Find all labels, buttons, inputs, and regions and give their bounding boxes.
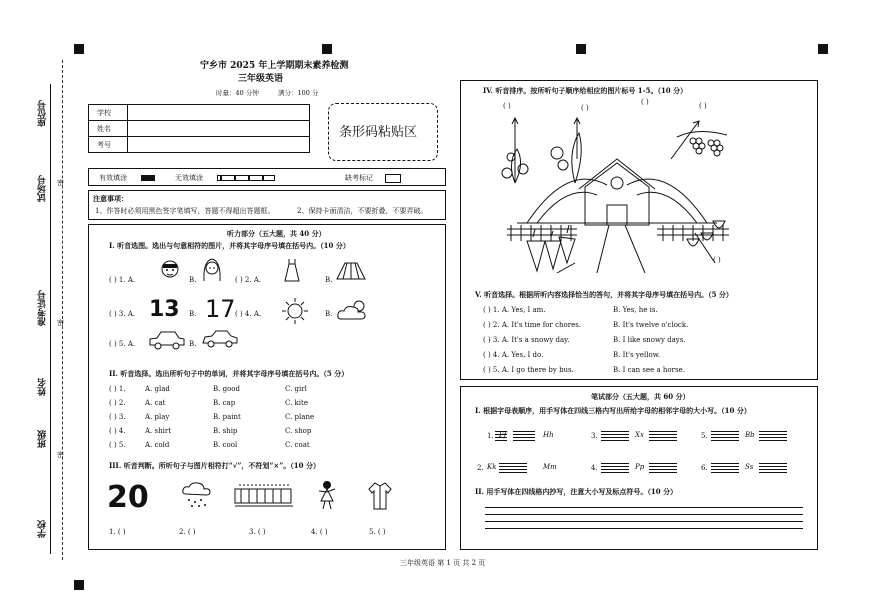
- boy-face-icon: [159, 257, 181, 281]
- id-field[interactable]: [128, 137, 310, 153]
- s4-blank-3[interactable]: ( ): [641, 98, 649, 106]
- s2-q2: ( ) 2.: [109, 399, 126, 407]
- s5-row-2-a: ( ) 2. A. It's time for chores.: [483, 321, 582, 329]
- time-label: 时量：40 分钟: [216, 89, 259, 97]
- s4-blank-2[interactable]: ( ): [581, 104, 589, 112]
- info-label-school: 学校: [89, 105, 128, 121]
- exam-title: 宁乡市 2025 年上学期期末素养检测: [200, 61, 349, 71]
- s2-q1: ( ) 1.: [109, 385, 126, 393]
- valid-fill-sample: [141, 175, 155, 181]
- w1-no-6: 6.: [701, 464, 708, 472]
- registration-mark: [74, 580, 84, 590]
- w1-no-3: 3.: [591, 432, 598, 440]
- sidebar-write-line: [50, 84, 51, 554]
- s5-row-3-b: B. I like snowy days.: [613, 336, 686, 344]
- notes-item-2: 2、保持卡面清洁，不要折叠，不要弄破。: [297, 207, 428, 215]
- number-17: 17: [205, 295, 236, 323]
- girl-face-icon: [201, 255, 223, 283]
- absent-mark-label: 缺考标记: [345, 174, 373, 182]
- q1-number: ( ) 1. A.: [109, 276, 136, 284]
- invalid-fill-samples: [217, 175, 275, 181]
- cloud-sun-icon: [335, 297, 373, 323]
- w1-given-5: Bb: [745, 431, 755, 439]
- q4-number: ( ) 4. A.: [235, 310, 262, 318]
- w1-blank-2a[interactable]: [499, 461, 527, 473]
- score-label: 满分：100 分: [278, 89, 319, 97]
- name-field[interactable]: [128, 121, 310, 137]
- s5-row-2-b: B. It's twelve o'clock.: [613, 321, 689, 329]
- s2-q5: ( ) 5.: [109, 441, 126, 449]
- farm-scene-picture: [497, 113, 737, 273]
- registration-mark: [74, 44, 84, 54]
- seat-label: 座位号: [38, 100, 48, 127]
- exam-room-label: 试场号: [38, 175, 48, 202]
- ticket-label: 准考证号: [38, 290, 48, 326]
- q3-option-b: B.: [189, 310, 197, 318]
- number-13: 13: [149, 297, 180, 322]
- w1-blank-3a[interactable]: [601, 429, 629, 441]
- listening-heading: 听力部分（五大题，共 40 分）: [227, 229, 326, 238]
- taxi-car-icon: [147, 329, 187, 351]
- page-footer: 三年级英语 第 1 页 共 2 页: [400, 559, 486, 567]
- section-1-title: I. 听音选图。选出与句意相符的图片，并将其字母序号填在括号内。（10 分）: [109, 241, 350, 250]
- q4-option-b: B.: [325, 310, 333, 318]
- q1-option-b: B.: [189, 276, 197, 284]
- notes-title: 注意事项：: [93, 194, 128, 203]
- notes-box: [88, 190, 446, 220]
- s3-blank-2[interactable]: 2. ( ): [179, 528, 196, 536]
- name-label: 姓名: [38, 378, 48, 396]
- section-4-title: IV. 听音排序。按所听句子顺序给相应的图片标号 1-5。（10 分）: [483, 86, 688, 95]
- s2-q3-b: B. paint: [213, 413, 241, 421]
- s3-blank-4[interactable]: 4. ( ): [311, 528, 328, 536]
- s5-row-5-b: B. I can see a horse.: [613, 366, 685, 374]
- s2-q3: ( ) 3.: [109, 413, 126, 421]
- dancing-girl-icon: [315, 479, 339, 511]
- w1-blank-4b[interactable]: [649, 461, 677, 473]
- s2-q1-b: B. good: [213, 385, 240, 393]
- train-icon: [233, 481, 295, 509]
- q5-option-b: B.: [189, 340, 197, 348]
- w1-given-ss: Ss: [745, 463, 754, 471]
- s2-q3-c: C. plane: [285, 413, 315, 421]
- barcode-area: [328, 103, 438, 161]
- copy-writing-lines[interactable]: [485, 501, 803, 531]
- skirt-icon: [335, 261, 367, 281]
- s5-row-5-a: ( ) 5. A. I go there by bus.: [483, 366, 574, 374]
- exam-subtitle: 三年级英语: [238, 74, 284, 84]
- s5-row-1-a: ( ) 1. A. Yes, I am.: [483, 306, 546, 314]
- s2-q5-a: A. cold: [145, 441, 170, 449]
- w1-blank-6a[interactable]: [711, 461, 739, 473]
- s2-q4-a: A. shirt: [145, 427, 172, 435]
- s2-q1-a: A. glad: [145, 385, 170, 393]
- seal-char: 密: [57, 179, 64, 187]
- s3-blank-1[interactable]: 1. ( ): [109, 528, 126, 536]
- dress-icon: [281, 257, 303, 283]
- registration-mark: [576, 44, 586, 54]
- fill-legend-box: [88, 168, 446, 186]
- written-s2-title: II. 用手写体在四线格内抄写，注意大小写及标点符号。（10 分）: [475, 487, 678, 496]
- w1-blank-4a[interactable]: [601, 461, 629, 473]
- w1-given-mm: Mm: [543, 463, 557, 471]
- w1-no-4: 4.: [591, 464, 598, 472]
- s2-q4-c: C. shop: [285, 427, 312, 435]
- info-label-name: 姓名: [89, 121, 128, 137]
- s5-row-1-b: B. Yes, he is.: [613, 306, 658, 314]
- registration-mark: [322, 44, 332, 54]
- s2-q5-b: B. cool: [213, 441, 238, 449]
- seal-char: 密: [57, 451, 64, 459]
- notes-item-1: 1、作答时必须用黑色签字笔填写，答题不得超出答题框。: [95, 207, 275, 215]
- class-label: 班级: [38, 430, 48, 448]
- s5-row-4-a: ( ) 4. A. Yes, I do.: [483, 351, 544, 359]
- info-label-id: 考号: [89, 137, 128, 153]
- invalid-fill-label: 无效填涂: [175, 174, 203, 182]
- q3-number: ( ) 3. A.: [109, 310, 136, 318]
- q5-number: ( ) 5. A.: [109, 340, 136, 348]
- s2-q3-a: A. play: [145, 413, 170, 421]
- listening-section-box: [88, 224, 446, 550]
- number-20: 20: [107, 480, 149, 515]
- written-section-box: [460, 386, 818, 550]
- car-icon: [201, 329, 239, 349]
- s4-blank-5[interactable]: ( ): [713, 256, 721, 264]
- rain-cloud-icon: [181, 481, 213, 509]
- w1-no-5: 5.: [701, 432, 708, 440]
- s2-q4-b: B. ship: [213, 427, 238, 435]
- s4-blank-4[interactable]: ( ): [699, 102, 707, 110]
- w1-given-3: Xx: [635, 431, 644, 439]
- w1-given-1: Ff: [499, 431, 507, 439]
- section-5-title: V. 听音选择。根据所听内容选择恰当的答句，并将其字母序号填在括号内。（5 分）: [475, 290, 733, 299]
- s3-blank-3[interactable]: 3. ( ): [249, 528, 266, 536]
- w1-blank-5a[interactable]: [711, 429, 739, 441]
- q2-number: ( ) 2. A.: [235, 276, 262, 284]
- w1-no-1: 1.: [487, 432, 494, 440]
- w1-given-kk: Kk: [487, 463, 497, 471]
- s2-q1-c: C. girl: [285, 385, 307, 393]
- written-heading: 笔试部分（五大题，共 60 分）: [591, 392, 690, 401]
- right-section-box-top: [460, 80, 818, 380]
- s2-q2-c: C. kite: [285, 399, 308, 407]
- w1-given-pp: Pp: [635, 463, 645, 471]
- w1-blank-5b[interactable]: [759, 429, 787, 441]
- shirt-icon: [367, 481, 393, 511]
- w1-blank-1b[interactable]: [513, 429, 535, 441]
- section-2-title: II. 听音选择。选出所听句子中的单词，并将其字母序号填在括号内。（5 分）: [109, 369, 349, 378]
- s2-q2-a: A. cat: [145, 399, 166, 407]
- seal-line: [62, 60, 63, 560]
- s2-q2-b: B. cap: [213, 399, 236, 407]
- s4-blank-1[interactable]: ( ): [503, 102, 511, 110]
- absent-mark-box[interactable]: [385, 174, 401, 183]
- barcode-label: 条形码粘贴区: [339, 125, 418, 140]
- s3-blank-5[interactable]: 5. ( ): [369, 528, 386, 536]
- section-3-title: III. 听音判断。所听句子与图片相符打“√”，不符划“×”。（10 分）: [109, 461, 320, 470]
- s2-q4: ( ) 4.: [109, 427, 126, 435]
- school-label: 学校: [38, 520, 48, 538]
- written-s1-title: I. 根据字母表顺序，用手写体在四线三格内写出所给字母的相邻字母的大小写。（10 分）: [475, 406, 751, 415]
- student-info-table: [88, 104, 310, 153]
- valid-fill-label: 有效填涂: [99, 174, 127, 182]
- q2-option-b: B.: [325, 276, 333, 284]
- w1-blank-3b[interactable]: [649, 429, 677, 441]
- w1-given-2: Hh: [543, 431, 554, 439]
- sun-icon: [281, 297, 309, 325]
- w1-no-2: 2.: [477, 464, 484, 472]
- s2-q5-c: C. coat: [285, 441, 310, 449]
- s5-row-4-b: B. It's yellow.: [613, 351, 661, 359]
- registration-mark: [818, 44, 828, 54]
- s5-row-3-a: ( ) 3. A. It's a snowy day.: [483, 336, 570, 344]
- school-field[interactable]: [128, 105, 310, 121]
- w1-blank-6b[interactable]: [759, 461, 787, 473]
- seal-char: 密: [57, 319, 64, 327]
